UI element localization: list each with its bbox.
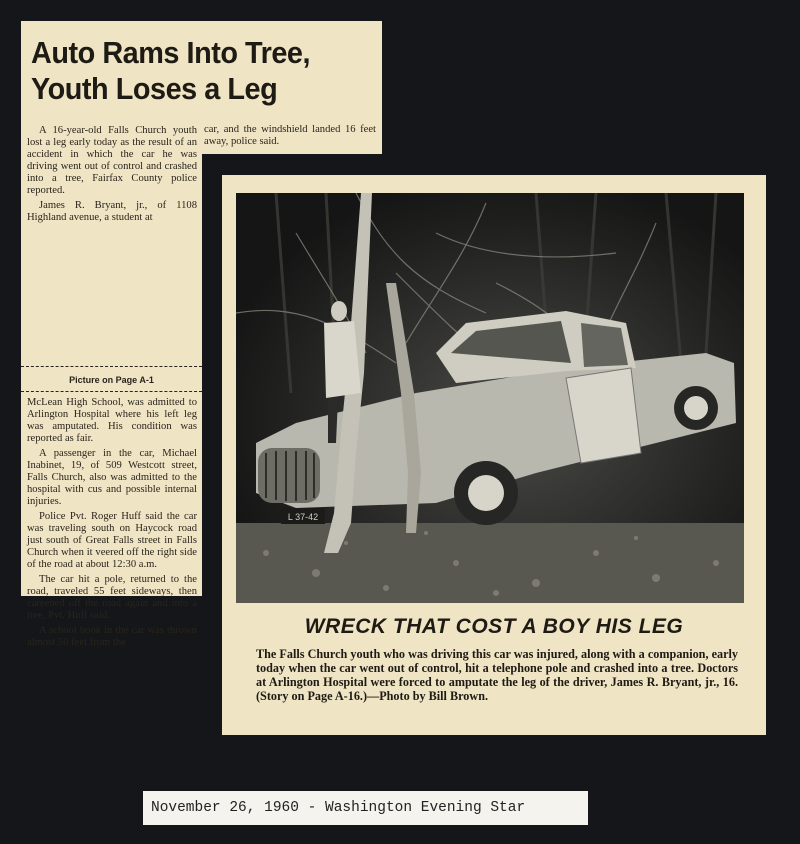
article-paragraph: A school book in the car was thrown almost 50 feet from the	[27, 625, 197, 648]
photo-caption: The Falls Church youth who was driving this car was injured, along with a companion, early today when the car went out of control, hit a telephone pole and crashed into a tree. Doctors at Arlington Hospital were forced to amputate the leg of the driver, James R. Bryant, jr., 16. (Story on Page A-16.)—Photo by Bill Brown.	[256, 647, 738, 703]
article-paragraph: James R. Bryant, jr., of 1108 Highland avenue, a student at	[27, 200, 197, 223]
article-paragraph: Police Pvt. Roger Huff said the car was traveling south on Haycock road just south of Great Falls street in Falls Church when it veered off the right side of the road at about 12:30 a.m.	[27, 511, 197, 570]
article-lead-bottom	[27, 397, 197, 652]
picture-reference: Picture on Page A-1	[21, 366, 202, 392]
article-lead-top	[27, 125, 197, 227]
date-source-label: November 26, 1960 - Washington Evening Star	[143, 791, 588, 825]
wreck-photo	[236, 193, 744, 603]
photo-clipping	[222, 175, 766, 735]
caption-headline: WRECK THAT COST A BOY HIS LEG	[304, 615, 684, 638]
article-paragraph: A 16-year-old Falls Church youth lost a leg early today as the result of an accident in which the car he was driving went out of control and crashed into a tree, Fairfax County police reported.	[27, 125, 197, 196]
article-paragraph: McLean High School, was admitted to Arlington Hospital where his left leg was amputated. His condition was reported as fair.	[27, 397, 197, 444]
wreck-photo-image	[236, 193, 744, 603]
article-column	[21, 120, 202, 648]
headline-line-2: Youth Loses a Leg	[31, 71, 278, 106]
article-paragraph: The car hit a pole, returned to the road, traveled 55 feet sideways, then careened off the road again and into a tree, Pvt. Huff said.	[27, 574, 197, 621]
article-paragraph: A passenger in the car, Michael Inabinet, 19, of 509 Westcott street, Falls Church, also was admitted to the hospital with cus and possible internal injuries.	[27, 448, 197, 507]
license-plate: L 37-42	[287, 512, 319, 522]
article-continuation: car, and the windshield landed 16 feet away, police said.	[204, 124, 376, 147]
article-headline	[31, 35, 352, 107]
headline-line-1: Auto Rams Into Tree,	[31, 35, 311, 70]
